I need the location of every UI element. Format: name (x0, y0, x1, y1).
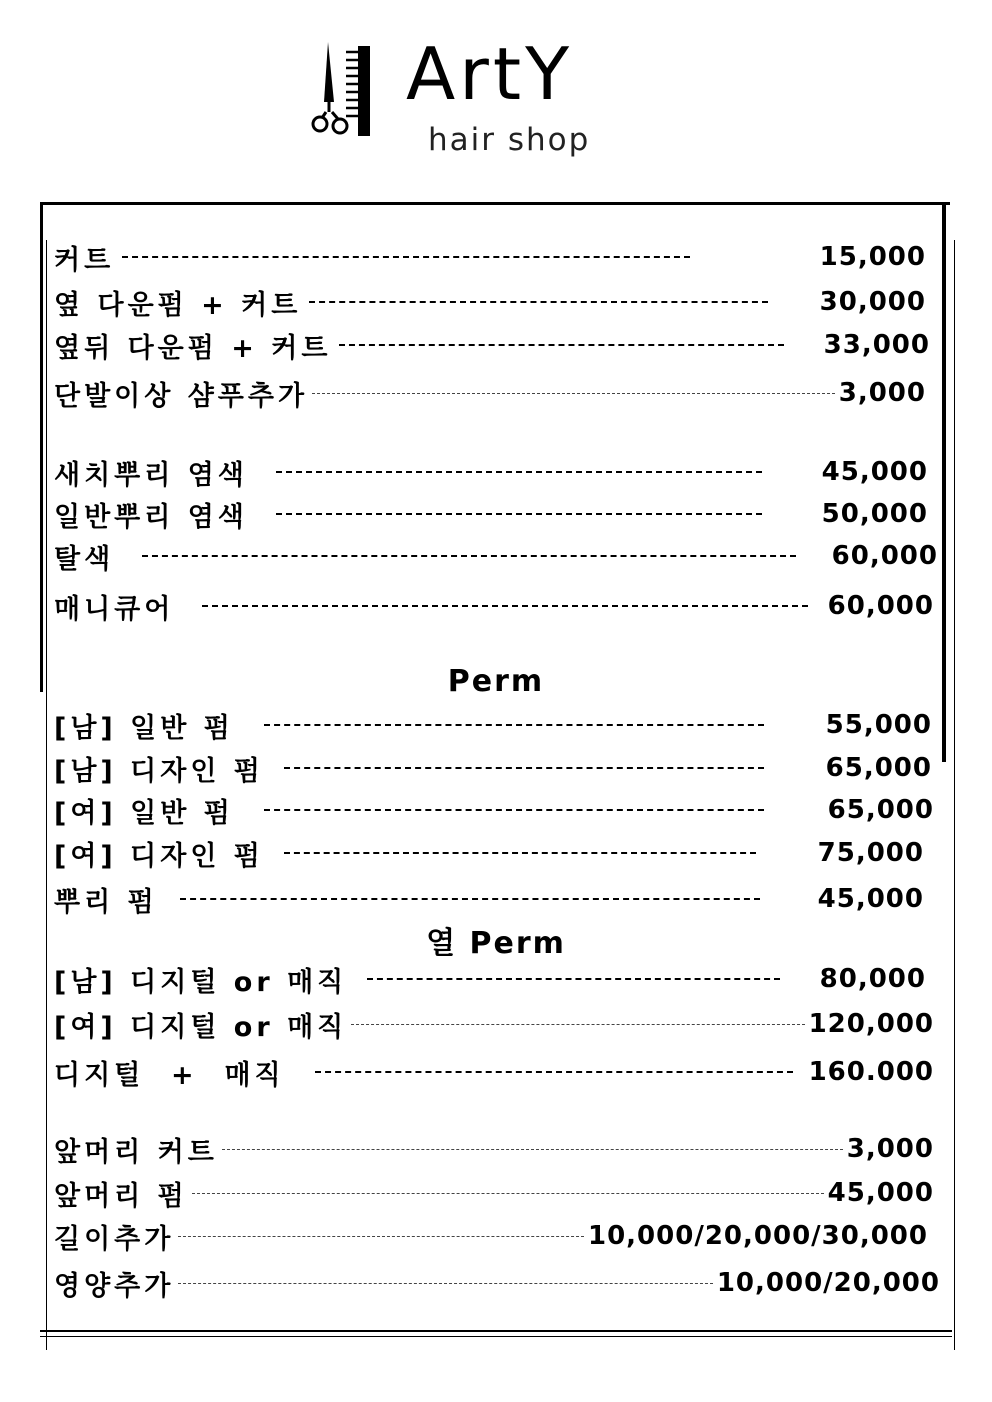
item-label: 새치뿌리 염색 (54, 459, 248, 491)
item-label: 탈색 (54, 543, 115, 575)
menu-item-bangs-cut (54, 1130, 934, 1168)
leader-line (264, 809, 764, 811)
item-label: 커트 (54, 244, 115, 276)
item-label: [여] 일반 펌 (54, 797, 234, 829)
item-price: 60,000 (831, 541, 938, 571)
item-label: [여] 디자인 펌 (54, 840, 264, 872)
menu-item-root-perm (54, 880, 924, 918)
menu-item-men-digital-magic (54, 960, 926, 998)
leader-line (312, 393, 835, 394)
item-price: 160.000 (808, 1057, 934, 1087)
menu-item-sideback-downperm-cut (54, 326, 930, 364)
leader-line (180, 898, 760, 900)
item-label: 옆 다운펌 + 커트 (54, 289, 302, 321)
leader-line (178, 1283, 713, 1284)
frame-left-border (40, 202, 43, 692)
item-price: 45,000 (827, 1178, 934, 1208)
item-price: 45,000 (821, 457, 928, 487)
item-label: [여] 디지털 or 매직 (54, 1011, 348, 1043)
item-label: 매니큐어 (54, 593, 175, 625)
menu-item-men-basic-perm (54, 706, 932, 744)
menu-item-side-downperm-cut (54, 283, 926, 321)
menu-item-bleach (54, 537, 938, 575)
menu-item-gray-root-dye (54, 453, 928, 491)
item-price: 60,000 (827, 591, 934, 621)
item-label: [남] 일반 펌 (54, 712, 234, 744)
section-heading-heat-perm: 열 Perm (426, 926, 566, 961)
leader-line (284, 852, 756, 854)
item-label: [남] 디지털 or 매직 (54, 966, 348, 998)
leader-line (276, 471, 762, 473)
menu-item-women-digital-magic (54, 1005, 934, 1043)
menu-item-shampoo (54, 374, 926, 412)
brand-tagline: hair shop (428, 122, 591, 158)
menu-item-manicure (54, 587, 934, 625)
menu-item-bangs-perm (54, 1174, 934, 1212)
frame-left-border-thin (46, 240, 47, 1350)
item-price: 50,000 (821, 499, 928, 529)
item-price: 45,000 (817, 884, 924, 914)
menu-item-women-basic-perm (54, 791, 934, 829)
item-price: 120,000 (808, 1009, 934, 1039)
section-heading-perm: Perm (447, 664, 545, 699)
menu-item-cut (54, 238, 926, 276)
logo (300, 32, 680, 166)
item-price: 80,000 (819, 964, 926, 994)
leader-line (202, 605, 807, 607)
leader-line (315, 1071, 793, 1073)
item-label: 디지털 + 매직 (54, 1059, 285, 1091)
leader-line (192, 1193, 824, 1194)
leader-line (276, 513, 762, 515)
item-price: 55,000 (825, 710, 932, 740)
leader-line (351, 1024, 804, 1025)
brand-name: ArtY (406, 32, 574, 116)
item-label: 단발이상 샴푸추가 (54, 380, 309, 412)
item-label: 일반뿌리 염색 (54, 501, 248, 533)
item-label: 뿌리 펌 (54, 886, 158, 918)
item-label: [남] 디자인 펌 (54, 755, 264, 787)
leader-line (284, 767, 764, 769)
leader-line (142, 555, 795, 557)
item-price: 15,000 (819, 242, 926, 272)
item-price: 10,000/20,000/30,000 (588, 1221, 928, 1251)
leader-line (367, 978, 779, 980)
item-price: 65,000 (827, 795, 934, 825)
menu-item-women-design-perm (54, 834, 924, 872)
item-label: 앞머리 커트 (54, 1136, 218, 1168)
frame-right-border-thin (954, 240, 955, 1350)
menu-item-root-dye (54, 495, 928, 533)
item-price: 3,000 (846, 1134, 934, 1164)
item-price: 65,000 (825, 753, 932, 783)
leader-line (178, 1236, 584, 1237)
menu-item-length-extra (54, 1217, 928, 1255)
menu-item-men-design-perm (54, 749, 932, 787)
scissors-comb-icon (306, 40, 372, 140)
item-price: 33,000 (823, 330, 930, 360)
leader-line (122, 256, 689, 258)
item-price: 30,000 (819, 287, 926, 317)
leader-line (222, 1149, 843, 1150)
leader-line (309, 301, 767, 303)
item-price: 10,000/20,000 (716, 1268, 940, 1298)
menu-item-digital-plus-magic (54, 1053, 934, 1091)
menu-item-nutrition-extra (54, 1264, 940, 1302)
leader-line (264, 724, 764, 726)
item-label: 길이추가 (54, 1223, 175, 1255)
frame-top-border (40, 202, 950, 205)
item-price: 3,000 (838, 378, 926, 408)
frame-bottom-border (40, 1330, 952, 1332)
item-label: 영양추가 (54, 1270, 175, 1302)
item-label: 옆뒤 다운펌 + 커트 (54, 332, 332, 364)
item-price: 75,000 (817, 838, 924, 868)
leader-line (339, 344, 783, 346)
item-label: 앞머리 펌 (54, 1180, 188, 1212)
frame-bottom-border-thin (40, 1336, 952, 1337)
